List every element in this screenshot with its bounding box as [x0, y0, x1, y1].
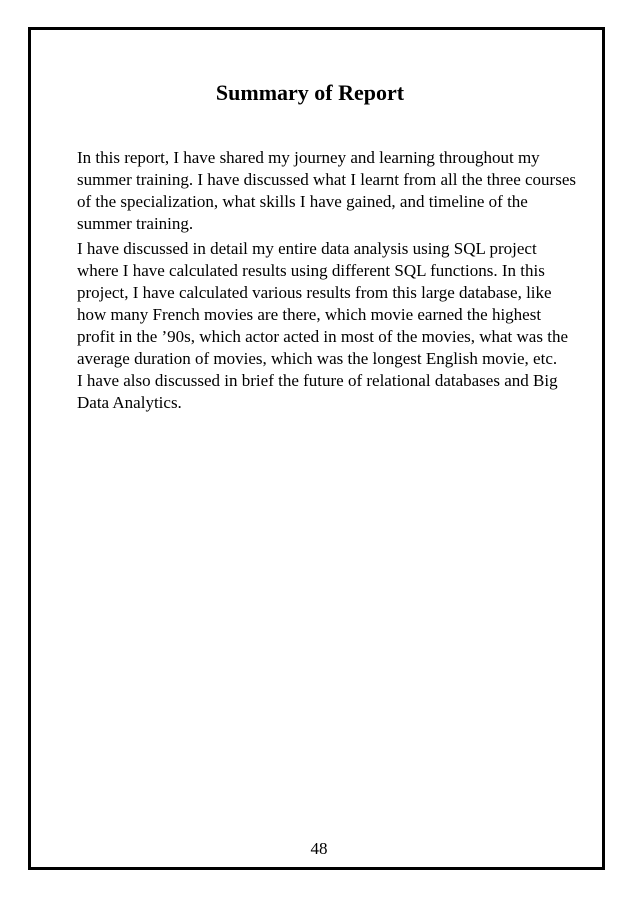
page-number: 48: [310, 839, 328, 858]
paragraph-group: [77, 238, 577, 414]
paragraph-intro: In this report, I have shared my journey and learning throughout my summer training. I have discussed what I learnt from all the three courses of the specialization, what skills I have gained, and timeline of the summer training.: [77, 148, 576, 233]
paragraph-project: I have discussed in detail my entire data analysis using SQL project where I have calculated results using different SQL functions. In this project, I have calculated various results from this large database, like how many French movies are there, which movie earned the highest profit in the ’90s, which actor acted in most of the movies, what was the average duration of movies, which was the longest English movie, etc.: [77, 239, 568, 368]
paragraph-future: I have also discussed in brief the future of relational databases and Big Data Analytics.: [77, 371, 558, 412]
page-title: Summary of Report: [215, 80, 405, 105]
